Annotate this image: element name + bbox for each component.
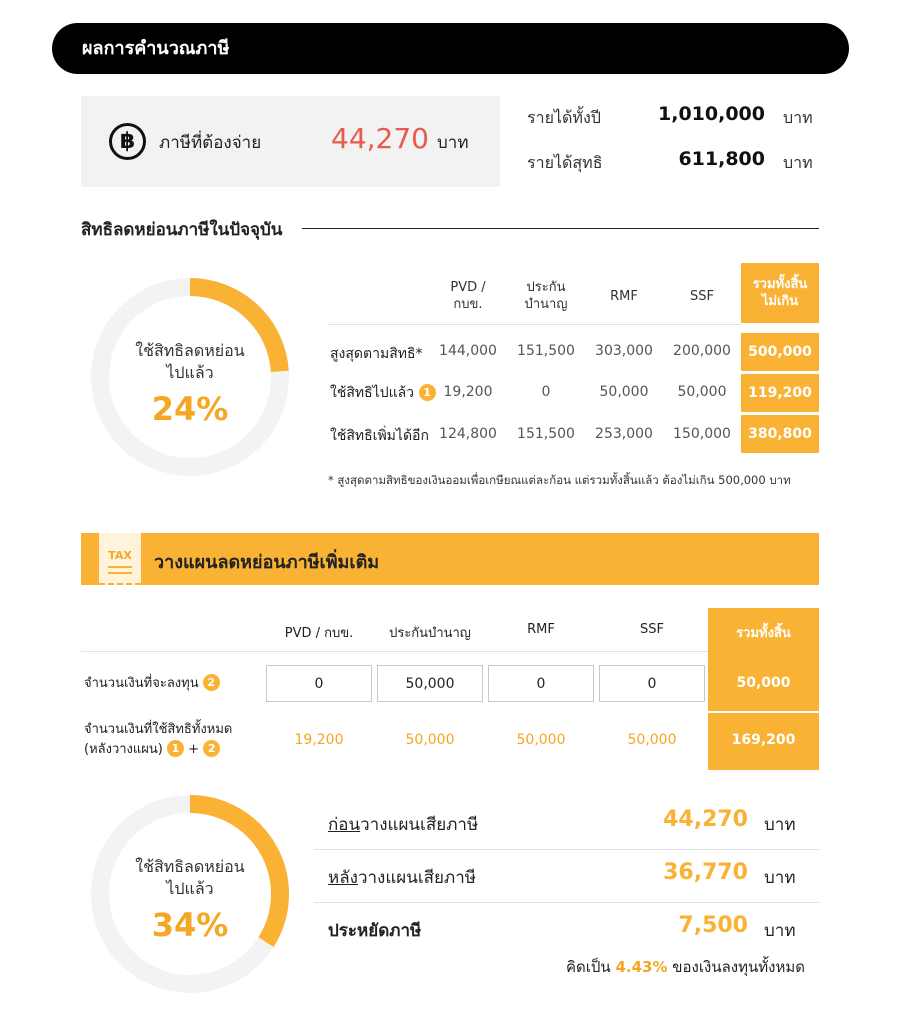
result-saving-label: ประหยัดภาษี [328,921,422,941]
table-cell: 124,800 [439,426,497,442]
table-total-cell: 500,000 [741,333,819,371]
invest-label-text: จำนวนเงินที่จะลงทุน [84,676,199,691]
row-label-used [330,382,436,404]
before-suffix: วางแผนเสียภาษี [360,815,479,835]
col-header-pvd-line2: กบข. [453,297,483,312]
footer-prefix: คิดเป็น [566,958,611,976]
table-total-cell: 119,200 [741,374,819,412]
table-cell: 144,000 [439,343,497,359]
plan-col-header-ssf: SSF [640,622,664,637]
section-divider [302,228,819,229]
used-label-line2 [84,740,232,760]
result-after-unit: บาท [764,868,796,888]
used-value-pension: 50,000 [405,732,455,748]
plan-col-header-total: รวมทั้งสิ้น [736,626,791,641]
net-income-value: 611,800 [678,148,765,170]
donut-label-line2: ไปแล้ว [166,879,214,898]
plan-total-separator [708,711,819,713]
after-suffix: วางแผนเสียภาษี [357,868,476,888]
col-header-pension-line2: บำนาญ [524,297,568,312]
used-label [84,720,232,760]
col-header-pvd-line1: PVD / [450,280,486,295]
badge-1: 1 [167,740,184,757]
after-prefix: หลัง [328,868,358,888]
tax-summary-box [81,96,500,187]
table-cell: 200,000 [673,343,731,359]
used-label-line1: จำนวนเงินที่ใช้สิทธิทั้งหมด [84,722,233,737]
invest-total: 50,000 [736,675,791,691]
badge-2: 2 [203,740,220,757]
badge-1: 1 [419,384,436,401]
col-header-rmf: RMF [610,289,638,304]
page-title-bar [52,23,849,74]
plan-col-header-pvd: PVD / กบข. [284,626,354,641]
used-value-rmf: 50,000 [516,732,566,748]
result-saving-unit: บาท [764,921,796,941]
plan-section-bar [81,533,819,585]
row-label-used-text: ใช้สิทธิไปแล้ว [330,385,415,401]
footer-suffix: ของเงินลงทุนทั้งหมด [672,958,805,976]
invest-label [84,674,220,694]
table-cell: 50,000 [677,384,727,400]
col-header-total-line1: รวมทั้งสิ้น [752,277,808,292]
table-cell: 150,000 [673,426,731,442]
plan-title: วางแผนลดหย่อนภาษีเพิ่มเติม [154,552,380,573]
donut-text-after [90,856,290,944]
table-cell: 50,000 [599,384,649,400]
row-label-max: สูงสุดตามสิทธิ* [330,346,423,362]
tax-document-line [108,572,132,574]
result-after-label [328,864,476,891]
invest-input-pvd[interactable] [266,665,372,702]
before-prefix: ก่อน [328,815,361,835]
used-label-line2-text: (หลังวางแผน) [84,742,163,757]
tax-document-icon-text: TAX [108,549,132,562]
net-income-label: รายได้สุทธิ [527,153,603,172]
result-saving-value: 7,500 [678,913,748,938]
annual-income-label: รายได้ทั้งปี [527,108,601,127]
plan-table-divider [81,651,708,652]
annual-income-row [527,103,817,129]
footer-percent: 4.43% [615,958,668,976]
col-header-ssf: SSF [690,289,714,304]
tax-document-icon [99,533,141,585]
invest-input-rmf[interactable] [488,665,594,702]
plus-sign: + [188,742,200,757]
donut-percent: 34% [151,906,229,944]
page-title: ผลการคำนวณภาษี [82,38,230,59]
invest-input-ssf[interactable] [599,665,705,702]
col-header-pvd [428,279,508,313]
result-saving-row [314,903,820,955]
table-cell: 151,500 [517,343,575,359]
tax-label: ภาษีที่ต้องจ่าย [159,133,262,153]
donut-percent: 24% [151,390,229,428]
footnote: * สูงสุดตามสิทธิของเงินออมเพื่อเกษียณแต่ละก้อน แต่รวมทั้งสิ้นแล้ว ต้องไม่เกิน 500,000 บาท [328,473,791,487]
col-header-total-line2: ไม่เกิน [761,294,799,309]
result-after-value: 36,770 [663,860,748,885]
table-cell: 303,000 [595,343,653,359]
col-header-total [741,263,819,323]
table-cell: 151,500 [517,426,575,442]
tax-value: 44,270 [331,122,429,155]
badge-2: 2 [203,674,220,691]
table-cell: 0 [541,384,551,400]
baht-icon: ฿ [109,123,146,160]
result-before-value: 44,270 [663,807,748,832]
net-income-unit: บาท [783,153,813,172]
annual-income-unit: บาท [783,108,813,127]
table-cell: 19,200 [443,384,493,400]
used-total: 169,200 [731,732,796,748]
annual-income-value: 1,010,000 [658,103,765,125]
result-before-row [314,797,820,849]
net-income-row [527,148,817,174]
donut-label-line2: ไปแล้ว [166,363,214,382]
result-footer [566,955,805,979]
used-value-ssf: 50,000 [627,732,677,748]
col-header-pension-line1: ประกัน [526,280,566,295]
used-value-pvd: 19,200 [294,732,344,748]
result-before-unit: บาท [764,815,796,835]
table-divider [328,324,741,325]
result-after-row [314,850,820,902]
section-title-current: สิทธิลดหย่อนภาษีในปัจจุบัน [81,220,283,240]
col-header-pension [506,279,586,313]
plan-col-header-rmf: RMF [527,622,555,637]
tax-unit: บาท [437,133,469,153]
donut-label-line1: ใช้สิทธิลดหย่อน [135,857,245,876]
tax-document-line [108,566,132,568]
donut-label-line1: ใช้สิทธิลดหย่อน [135,341,245,360]
result-before-label [328,811,478,838]
table-cell: 253,000 [595,426,653,442]
table-total-cell: 380,800 [741,415,819,453]
invest-input-pension[interactable] [377,665,483,702]
donut-text-current [90,340,290,428]
plan-col-header-pension: ประกันบำนาญ [389,626,471,641]
row-label-remaining: ใช้สิทธิเพิ่มได้อีก [330,428,429,444]
